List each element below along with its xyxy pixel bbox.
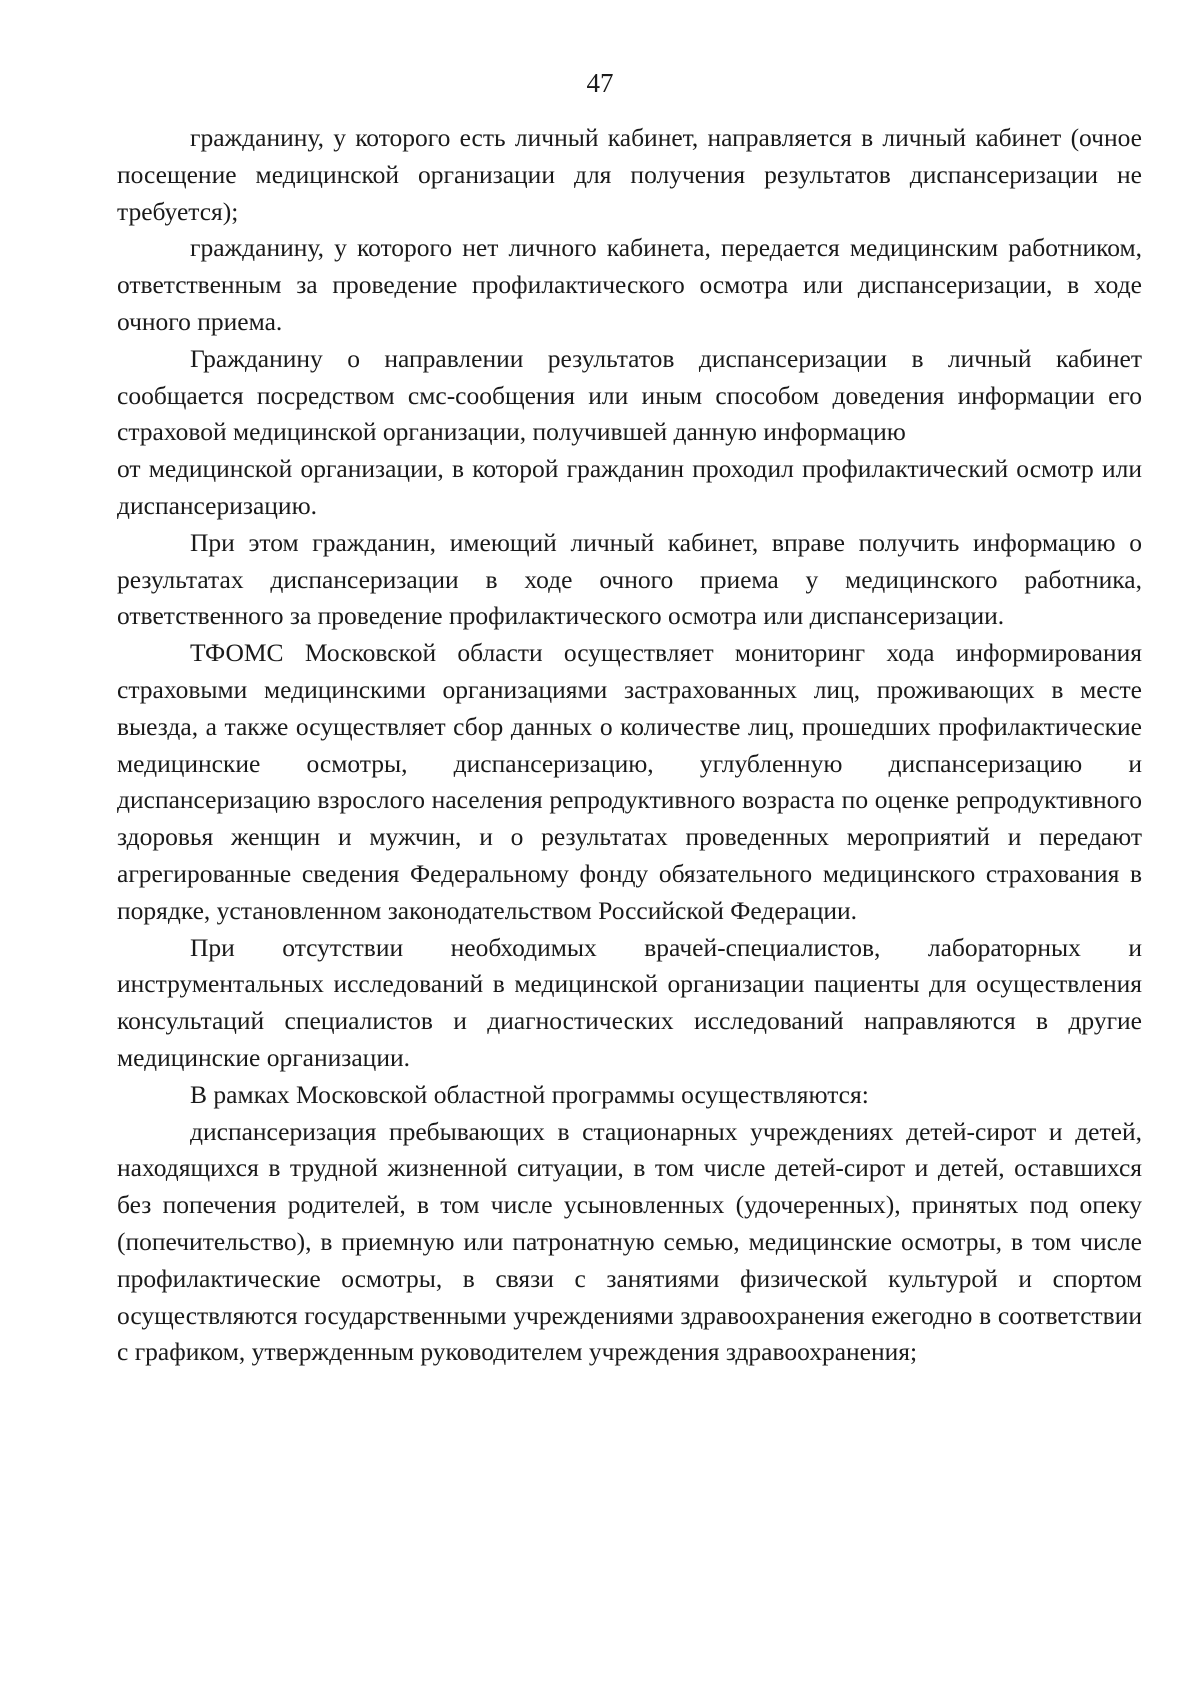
paragraph-no-personal-account: гражданину, у которого нет личного кабинета, передается медицинским работником, ответственным за проведение профилактического осмотра или диспансеризации, в ходе очного приема. — [117, 233, 1142, 336]
paragraph-notification-continued: от медицинской организации, в которой гражданин проходил профилактический осмотр или диспансеризацию. — [117, 454, 1142, 520]
paragraph-personal-account-delivery: гражданину, у которого есть личный кабинет, направляется в личный кабинет (очное посещение медицинской организации для получения результатов диспансеризации не требуется); — [117, 123, 1142, 226]
page-number: 47 — [586, 68, 614, 98]
paragraph-in-person-results: При этом гражданин, имеющий личный кабинет, вправе получить информацию о результатах диспансеризации в ходе очного приема у медицинского работника, ответственного за проведение профилактического осмотра или диспансеризации. — [117, 527, 1142, 631]
paragraph-referral-other-organizations: При отсутствии необходимых врачей-специалистов, лабораторных и инструментальных исследований в медицинской организации пациенты для осуществления консультаций специалистов и диагностических исследований направляются в другие медицинские организации. — [117, 932, 1142, 1072]
paragraph-notification: Гражданину о направлении результатов диспансеризации в личный кабинет сообщается посредством смс-сообщения или иным способом доведения информации его страховой медицинской организации, получившей данную информацию — [117, 343, 1142, 447]
paragraph-tfoms-monitoring: ТФОМС Московской области осуществляет мониторинг хода информирования страховыми медицинскими организациями застрахованных лиц, проживающих в месте выезда, а также осуществляет сбор данных о количестве лиц, прошедших профилактические медицинские осмотры, диспансеризацию, углубленную диспансеризацию и диспансеризацию взрослого населения репродуктивного возраста по оценке репродуктивного здоровья женщин и мужчин, и о результатах проведенных мероприятий и передают агрегированные сведения Федеральному фонду обязательного медицинского страхования в порядке, установленном законодательством Российской Федерации. — [117, 638, 1142, 925]
document-body — [117, 120, 1142, 1371]
paragraph-program-intro: В рамках Московской областной программы осуществляются: — [190, 1079, 869, 1109]
paragraph-orphan-dispensarization: диспансеризация пребывающих в стационарных учреждениях детей-сирот и детей, находящихся в трудной жизненной ситуации, в том числе детей-сирот и детей, оставшихся без попечения родителей, в том числе усыновленных (удочеренных), принятых под опеку (попечительство), в приемную или патронатную семью, медицинские осмотры, в том числе профилактические осмотры, в связи с занятиями физической культурой и спортом осуществляются государственными учреждениями здравоохранения ежегодно в соответствии с графиком, утвержденным руководителем учреждения здравоохранения; — [117, 1116, 1142, 1367]
